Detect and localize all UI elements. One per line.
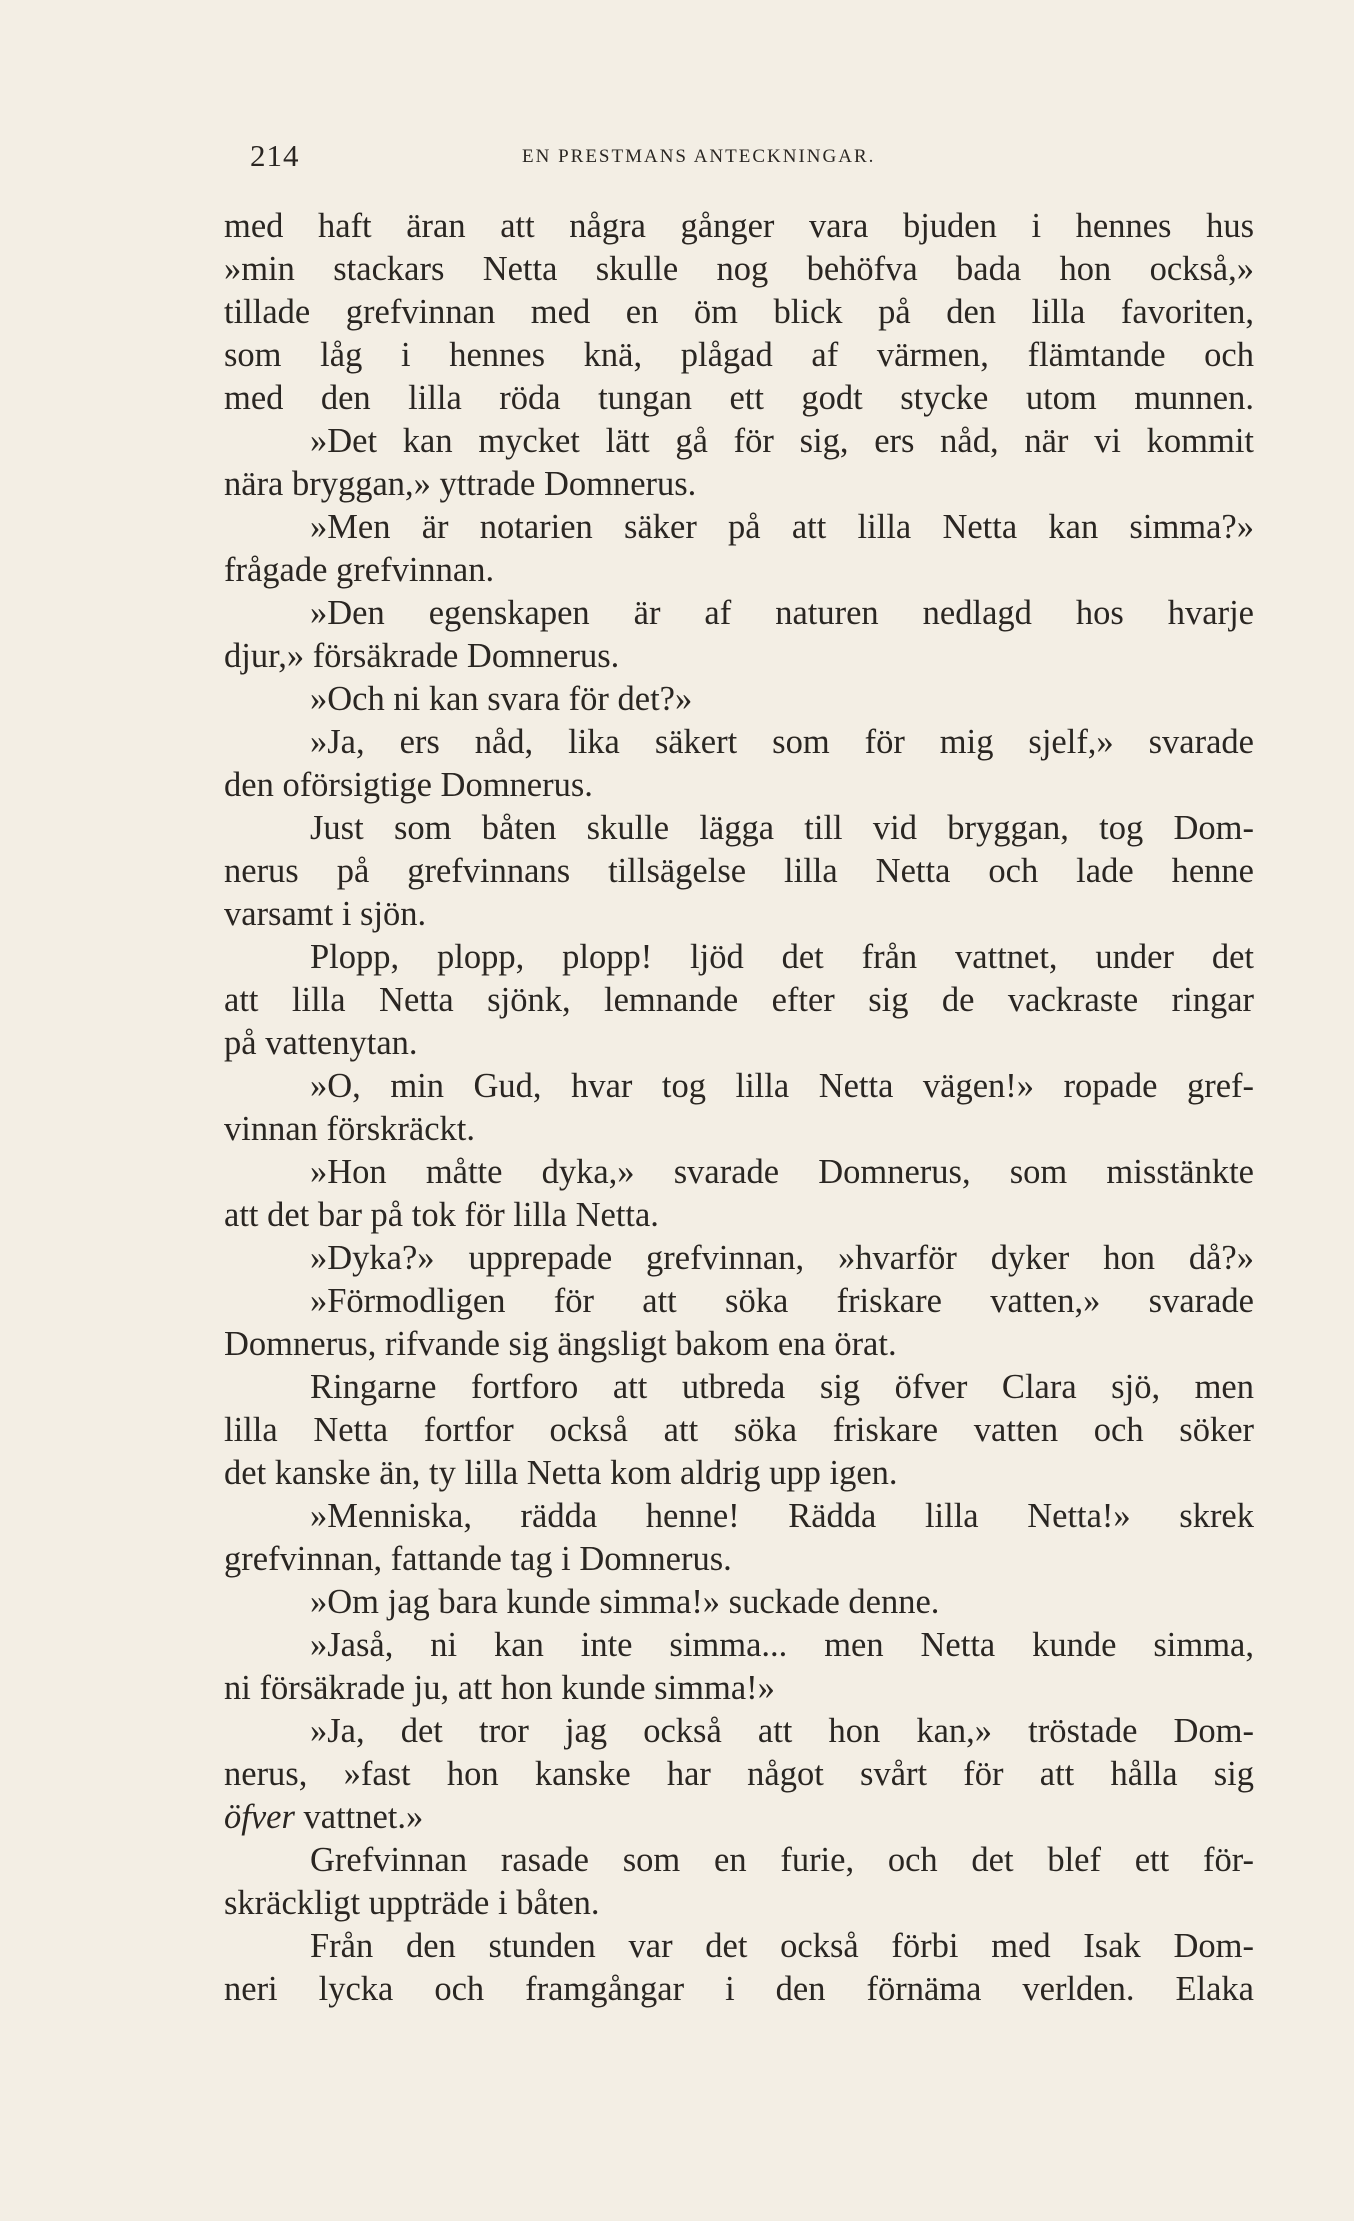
- text-line: Domnerus, rifvande sig ängsligt bakom ena örat.: [224, 1325, 897, 1363]
- text-line: skräckligt uppträde i båten.: [224, 1884, 600, 1922]
- body-text: [224, 205, 1254, 2011]
- text-line: »Och ni kan svara för det?»: [310, 680, 693, 718]
- text-line: på vattenytan.: [224, 1024, 418, 1062]
- text-line: grefvinnan, fattande tag i Domnerus.: [224, 1540, 732, 1578]
- text-line: vinnan förskräckt.: [224, 1110, 476, 1148]
- text-line: ni försäkrade ju, att hon kunde simma!»: [224, 1669, 775, 1707]
- text-line: frågade grefvinnan.: [224, 551, 495, 589]
- text-line-rest: vattnet.»: [303, 1798, 424, 1836]
- text-line: djur,» försäkrade Domnerus.: [224, 637, 620, 675]
- text-line: med den lilla röda tungan ett godt stycke utom munnen.: [224, 379, 1254, 417]
- text-line: »Ja, det tror jag också att hon kan,» tröstade Dom-: [310, 1712, 1254, 1750]
- page-number: 214: [250, 138, 300, 173]
- text-line: Från den stunden var det också förbi med Isak Dom-: [310, 1927, 1254, 1965]
- text-line: »Det kan mycket lätt gå för sig, ers nåd, när vi kommit: [310, 422, 1254, 460]
- text-line: »Jaså, ni kan inte simma... men Netta kunde simma,: [310, 1626, 1254, 1664]
- text-line: nerus, »fast hon kanske har något svårt för att hålla sig: [224, 1755, 1254, 1793]
- italic-word: öfver: [224, 1798, 295, 1836]
- text-line: »Hon måtte dyka,» svarade Domnerus, som misstänkte: [310, 1153, 1254, 1191]
- text-line: Just som båten skulle lägga till vid bryggan, tog Dom-: [310, 809, 1254, 847]
- text-line: »Ja, ers nåd, lika säkert som för mig sjelf,» svarade: [310, 723, 1254, 761]
- page-header: [250, 138, 1090, 188]
- running-title: EN PRESTMANS ANTECKNINGAR.: [522, 146, 876, 167]
- text-line: varsamt i sjön.: [224, 895, 427, 933]
- text-line: »Om jag bara kunde simma!» suckade denne.: [310, 1583, 940, 1621]
- text-line: [224, 1796, 1254, 1839]
- text-line: att det bar på tok för lilla Netta.: [224, 1196, 659, 1234]
- text-line: lilla Netta fortfor också att söka friskare vatten och söker: [224, 1411, 1254, 1449]
- text-line: »Förmodligen för att söka friskare vatten,» svarade: [310, 1282, 1254, 1320]
- text-line: »Den egenskapen är af naturen nedlagd hos hvarje: [310, 594, 1254, 632]
- text-line: »Men är notarien säker på att lilla Netta kan simma?»: [310, 508, 1254, 546]
- text-line: det kanske än, ty lilla Netta kom aldrig upp igen.: [224, 1454, 898, 1492]
- text-line: Ringarne fortforo att utbreda sig öfver Clara sjö, men: [310, 1368, 1254, 1406]
- text-line: Plopp, plopp, plopp! ljöd det från vattnet, under det: [310, 938, 1254, 976]
- text-line: »O, min Gud, hvar tog lilla Netta vägen!» ropade gref-: [310, 1067, 1254, 1105]
- text-line: med haft äran att några gånger vara bjuden i hennes hus: [224, 207, 1254, 245]
- text-line: att lilla Netta sjönk, lemnande efter sig de vackraste ringar: [224, 981, 1254, 1019]
- text-line: »Menniska, rädda henne! Rädda lilla Netta!» skrek: [310, 1497, 1254, 1535]
- text-line: neri lycka och framgångar i den förnäma verlden. Elaka: [224, 1970, 1254, 2008]
- text-line: »Dyka?» upprepade grefvinnan, »hvarför dyker hon då?»: [310, 1239, 1254, 1277]
- text-line: nära bryggan,» yttrade Domnerus.: [224, 465, 697, 503]
- text-line: tillade grefvinnan med en öm blick på den lilla favoriten,: [224, 293, 1254, 331]
- text-line: »min stackars Netta skulle nog behöfva bada hon också,»: [224, 250, 1254, 288]
- text-line: som låg i hennes knä, plågad af värmen, flämtande och: [224, 336, 1254, 374]
- text-line: den oförsigtige Domnerus.: [224, 766, 593, 804]
- text-line: Grefvinnan rasade som en furie, och det blef ett för-: [310, 1841, 1254, 1879]
- text-line: nerus på grefvinnans tillsägelse lilla Netta och lade henne: [224, 852, 1254, 890]
